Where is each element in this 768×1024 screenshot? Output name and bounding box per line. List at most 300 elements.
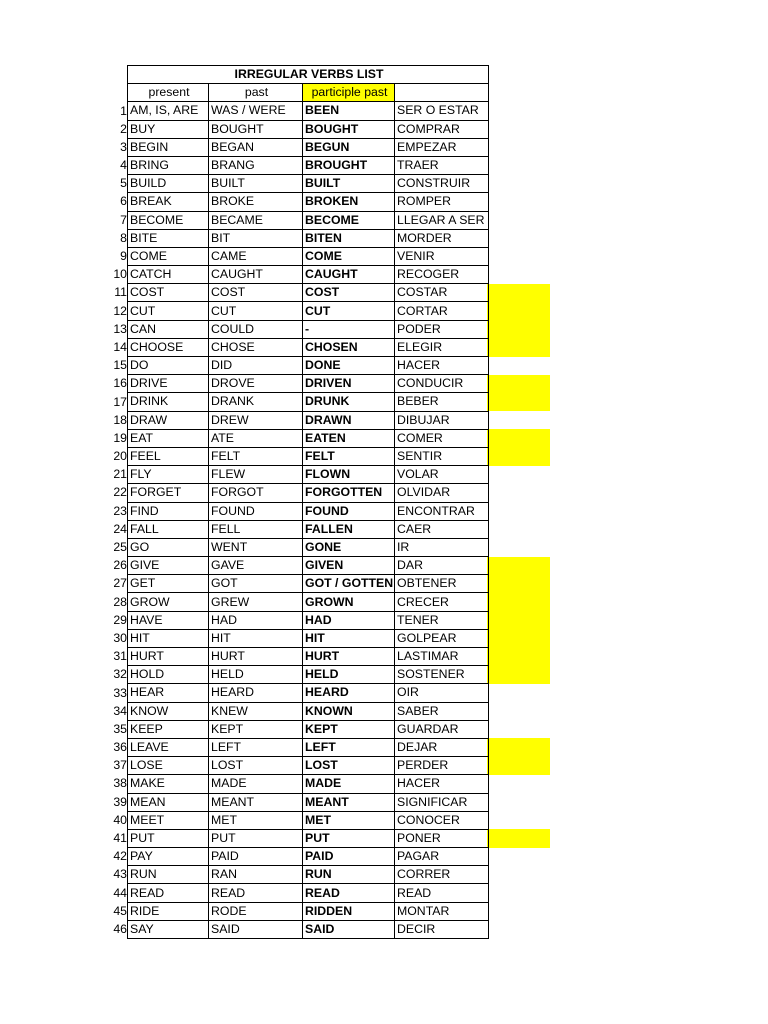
cell-past[interactable]: FELL (209, 520, 303, 538)
cell-participle[interactable]: HEARD (303, 684, 395, 702)
table-row (128, 866, 489, 884)
cell-past[interactable]: LOST (209, 757, 303, 775)
cell-participle[interactable]: DRUNK (303, 393, 395, 411)
cell-spanish[interactable]: COSTAR (395, 284, 489, 302)
cell-participle[interactable]: HIT (303, 629, 395, 647)
cell-spanish[interactable]: HACER (395, 357, 489, 375)
table-row (128, 611, 489, 629)
cell-participle[interactable]: COME (303, 247, 395, 265)
cell-present[interactable]: KNOW (128, 702, 209, 720)
cell-participle[interactable]: CUT (303, 302, 395, 320)
table-row (128, 557, 489, 575)
cell-present[interactable]: FALL (128, 520, 209, 538)
cell-present[interactable]: COST (128, 284, 209, 302)
cell-spanish[interactable]: SABER (395, 702, 489, 720)
row-number: 5 (120, 176, 127, 191)
cell-past[interactable]: KEPT (209, 720, 303, 738)
table-row (128, 302, 489, 320)
table-row (128, 338, 489, 356)
table-row (128, 138, 489, 156)
highlight-cell (487, 320, 550, 338)
cell-present[interactable]: FLY (128, 466, 209, 484)
row-number: 8 (120, 230, 127, 245)
header-row (128, 84, 489, 102)
cell-spanish[interactable]: LLEGAR A SER (395, 211, 489, 229)
cell-participle[interactable]: BROUGHT (303, 156, 395, 174)
cell-spanish[interactable]: MORDER (395, 229, 489, 247)
row-numbers (88, 102, 127, 939)
cell-past[interactable]: HURT (209, 648, 303, 666)
row-number: 13 (113, 321, 127, 336)
table-row (128, 775, 489, 793)
row-number: 14 (113, 339, 127, 354)
cell-spanish[interactable]: TRAER (395, 156, 489, 174)
cell-spanish[interactable]: OIR (395, 684, 489, 702)
cell-present[interactable]: CATCH (128, 266, 209, 284)
cell-present[interactable]: RIDE (128, 902, 209, 920)
highlight-cell (487, 429, 550, 447)
cell-past[interactable]: BUILT (209, 175, 303, 193)
cell-present[interactable]: DRAW (128, 411, 209, 429)
cell-spanish[interactable]: OLVIDAR (395, 484, 489, 502)
cell-past[interactable]: GOT (209, 575, 303, 593)
cell-present[interactable]: BRING (128, 156, 209, 174)
cell-participle[interactable]: BITEN (303, 229, 395, 247)
table-row (128, 156, 489, 174)
cell-present[interactable]: FORGET (128, 484, 209, 502)
cell-present[interactable]: BECOME (128, 211, 209, 229)
cell-past[interactable]: PAID (209, 848, 303, 866)
row-number: 41 (113, 831, 127, 845)
cell-spanish[interactable]: PERDER (395, 757, 489, 775)
row-number: 35 (113, 721, 127, 736)
cell-spanish[interactable]: CONOCER (395, 811, 489, 829)
cell-participle[interactable]: BEGUN (303, 138, 395, 156)
cell-present[interactable]: HURT (128, 648, 209, 666)
title-row (128, 66, 489, 84)
table-row (128, 466, 489, 484)
cell-spanish[interactable]: COMER (395, 429, 489, 447)
table-title[interactable]: IRREGULAR VERBS LIST (128, 66, 489, 84)
cell-present[interactable]: AM, IS, ARE (128, 102, 209, 120)
cell-past[interactable]: KNEW (209, 702, 303, 720)
cell-spanish[interactable]: CRECER (395, 593, 489, 611)
cell-participle[interactable]: RUN (303, 866, 395, 884)
highlight-cell (487, 648, 550, 666)
cell-past[interactable]: LEFT (209, 738, 303, 756)
cell-present[interactable]: BEGIN (128, 138, 209, 156)
row-number: 34 (113, 703, 127, 718)
cell-spanish[interactable]: IR (395, 538, 489, 556)
row-number: 20 (113, 449, 127, 464)
row-number: 32 (113, 667, 127, 682)
highlight-cell (487, 611, 550, 629)
row-number: 23 (113, 503, 127, 518)
row-number: 2 (120, 121, 127, 136)
table-row (128, 757, 489, 775)
cell-participle[interactable]: BEEN (303, 102, 395, 120)
cell-past[interactable]: HEARD (209, 684, 303, 702)
table-row (128, 284, 489, 302)
table-row (128, 502, 489, 520)
cell-spanish[interactable]: CONSTRUIR (395, 175, 489, 193)
cell-spanish[interactable]: GUARDAR (395, 720, 489, 738)
cell-past[interactable]: MADE (209, 775, 303, 793)
cell-participle[interactable]: KNOWN (303, 702, 395, 720)
table-row (128, 193, 489, 211)
cell-participle[interactable]: PUT (303, 829, 395, 847)
row-number: 27 (113, 576, 127, 591)
header-past[interactable]: past (209, 84, 303, 102)
row-number: 26 (113, 558, 127, 573)
table-row (128, 648, 489, 666)
cell-participle[interactable]: PAID (303, 848, 395, 866)
cell-present[interactable]: DRINK (128, 393, 209, 411)
cell-participle[interactable]: MADE (303, 775, 395, 793)
highlight-cell (487, 738, 550, 756)
cell-spanish[interactable]: DEJAR (395, 738, 489, 756)
row-number: 4 (120, 158, 127, 173)
cell-participle[interactable]: SAID (303, 920, 395, 938)
table-row (128, 266, 489, 284)
verb-rows (128, 102, 489, 939)
table-row (128, 375, 489, 393)
row-number: 30 (113, 630, 127, 645)
table-row (128, 520, 489, 538)
cell-spanish[interactable]: VENIR (395, 247, 489, 265)
row-number: 18 (113, 412, 127, 427)
cell-participle[interactable]: GIVEN (303, 557, 395, 575)
row-number: 15 (113, 358, 127, 373)
row-number: 19 (113, 430, 127, 445)
row-number: 33 (113, 685, 127, 700)
cell-participle[interactable]: GONE (303, 538, 395, 556)
cell-present[interactable]: SAY (128, 920, 209, 938)
cell-present[interactable]: GROW (128, 593, 209, 611)
cell-present[interactable]: PAY (128, 848, 209, 866)
cell-present[interactable]: BUILD (128, 175, 209, 193)
cell-spanish[interactable]: LASTIMAR (395, 648, 489, 666)
cell-participle[interactable]: DONE (303, 357, 395, 375)
cell-participle[interactable]: FELT (303, 447, 395, 465)
cell-spanish[interactable]: SIGNIFICAR (395, 793, 489, 811)
cell-past[interactable]: WAS / WERE (209, 102, 303, 120)
cell-spanish[interactable]: TENER (395, 611, 489, 629)
irregular-verbs-table (127, 65, 489, 939)
table-row (128, 120, 489, 138)
cell-spanish[interactable]: DIBUJAR (395, 411, 489, 429)
table-row (128, 793, 489, 811)
cell-spanish[interactable]: VOLAR (395, 466, 489, 484)
cell-participle[interactable]: LEFT (303, 738, 395, 756)
row-number: 9 (120, 249, 127, 263)
table-row (128, 411, 489, 429)
cell-past[interactable]: ATE (209, 429, 303, 447)
cell-past[interactable]: BRANG (209, 156, 303, 174)
table-row (128, 247, 489, 265)
cell-past[interactable]: CHOSE (209, 338, 303, 356)
cell-spanish[interactable]: READ (395, 884, 489, 902)
row-number: 24 (113, 521, 127, 536)
table-row (128, 484, 489, 502)
cell-present[interactable]: DRIVE (128, 375, 209, 393)
table-row (128, 684, 489, 702)
cell-present[interactable]: BUY (128, 120, 209, 138)
cell-present[interactable]: READ (128, 884, 209, 902)
cell-participle[interactable]: BECOME (303, 211, 395, 229)
row-number: 25 (113, 540, 127, 554)
cell-present[interactable]: BREAK (128, 193, 209, 211)
cell-past[interactable]: DRANK (209, 393, 303, 411)
cell-present[interactable]: CUT (128, 302, 209, 320)
cell-present[interactable]: KEEP (128, 720, 209, 738)
row-number: 29 (113, 612, 127, 627)
cell-spanish[interactable]: DECIR (395, 920, 489, 938)
cell-spanish[interactable]: MONTAR (395, 902, 489, 920)
cell-present[interactable]: EAT (128, 429, 209, 447)
table-row (128, 211, 489, 229)
cell-past[interactable]: COST (209, 284, 303, 302)
cell-present[interactable]: DO (128, 357, 209, 375)
row-number: 3 (120, 139, 127, 154)
cell-participle[interactable]: HAD (303, 611, 395, 629)
cell-past[interactable]: BECAME (209, 211, 303, 229)
cell-participle[interactable]: HELD (303, 666, 395, 684)
cell-past[interactable]: DROVE (209, 375, 303, 393)
table-row (128, 848, 489, 866)
header-spanish[interactable] (395, 84, 489, 102)
cell-past[interactable]: RAN (209, 866, 303, 884)
table-row (128, 829, 489, 847)
row-number: 28 (113, 594, 127, 609)
cell-participle[interactable]: BUILT (303, 175, 395, 193)
cell-spanish[interactable]: PAGAR (395, 848, 489, 866)
cell-spanish[interactable]: COMPRAR (395, 120, 489, 138)
table-row (128, 884, 489, 902)
cell-present[interactable]: FIND (128, 502, 209, 520)
row-number: 36 (113, 740, 127, 755)
table-row (128, 175, 489, 193)
row-number: 1 (120, 103, 127, 118)
cell-participle[interactable]: RIDDEN (303, 902, 395, 920)
cell-past[interactable]: HELD (209, 666, 303, 684)
cell-participle[interactable]: CHOSEN (303, 338, 395, 356)
cell-present[interactable]: LOSE (128, 757, 209, 775)
cell-present[interactable]: HOLD (128, 666, 209, 684)
row-number: 12 (113, 303, 127, 318)
highlight-cell (487, 338, 550, 356)
cell-present[interactable]: GIVE (128, 557, 209, 575)
row-number: 42 (113, 849, 127, 864)
cell-past[interactable]: HAD (209, 611, 303, 629)
cell-past[interactable]: CAUGHT (209, 266, 303, 284)
highlight-cell (487, 302, 550, 320)
cell-past[interactable]: FLEW (209, 466, 303, 484)
cell-spanish[interactable]: RECOGER (395, 266, 489, 284)
cell-past[interactable]: MET (209, 811, 303, 829)
highlight-cell (487, 393, 550, 411)
cell-participle[interactable]: DRIVEN (303, 375, 395, 393)
cell-spanish[interactable]: GOLPEAR (395, 629, 489, 647)
table-row (128, 102, 489, 120)
cell-past[interactable]: FELT (209, 447, 303, 465)
cell-past[interactable]: READ (209, 884, 303, 902)
cell-present[interactable]: HEAR (128, 684, 209, 702)
cell-spanish[interactable]: SENTIR (395, 447, 489, 465)
cell-past[interactable]: FOUND (209, 502, 303, 520)
row-number: 10 (113, 267, 127, 282)
cell-participle[interactable]: HURT (303, 648, 395, 666)
cell-past[interactable]: WENT (209, 538, 303, 556)
cell-participle[interactable]: FORGOTTEN (303, 484, 395, 502)
cell-past[interactable]: GREW (209, 593, 303, 611)
table-row (128, 902, 489, 920)
cell-participle[interactable]: READ (303, 884, 395, 902)
cell-spanish[interactable]: HACER (395, 775, 489, 793)
cell-past[interactable]: PUT (209, 829, 303, 847)
cell-spanish[interactable]: OBTENER (395, 575, 489, 593)
highlight-cell (487, 629, 550, 647)
cell-present[interactable]: FEEL (128, 447, 209, 465)
row-number: 6 (120, 194, 127, 209)
cell-spanish[interactable]: CORTAR (395, 302, 489, 320)
cell-past[interactable]: HIT (209, 629, 303, 647)
header-participle[interactable]: participle past (303, 84, 395, 102)
cell-past[interactable]: BEGAN (209, 138, 303, 156)
cell-spanish[interactable]: CAER (395, 520, 489, 538)
cell-spanish[interactable]: SER O ESTAR (395, 102, 489, 120)
cell-past[interactable]: CAME (209, 247, 303, 265)
cell-participle[interactable]: COST (303, 284, 395, 302)
cell-participle[interactable]: MET (303, 811, 395, 829)
table-row (128, 593, 489, 611)
highlight-cell (487, 829, 550, 847)
row-number: 43 (113, 867, 127, 882)
cell-past[interactable]: BROKE (209, 193, 303, 211)
row-number: 21 (113, 467, 127, 482)
cell-spanish[interactable]: ENCONTRAR (395, 502, 489, 520)
cell-past[interactable]: RODE (209, 902, 303, 920)
cell-present[interactable]: HIT (128, 629, 209, 647)
cell-spanish[interactable]: ELEGIR (395, 338, 489, 356)
table-row (128, 702, 489, 720)
highlight-cell (487, 666, 550, 684)
header-present[interactable]: present (128, 84, 209, 102)
row-number: 31 (113, 649, 127, 664)
highlight-cell (487, 557, 550, 575)
table-row (128, 538, 489, 556)
cell-present[interactable]: MEET (128, 811, 209, 829)
cell-participle[interactable]: FOUND (303, 502, 395, 520)
cell-participle[interactable]: GOT / GOTTEN (303, 575, 395, 593)
cell-present[interactable]: LEAVE (128, 738, 209, 756)
highlight-cell (487, 284, 550, 302)
table-row (128, 320, 489, 338)
table-row (128, 357, 489, 375)
cell-past[interactable]: FORGOT (209, 484, 303, 502)
cell-participle[interactable]: LOST (303, 757, 395, 775)
table-row (128, 811, 489, 829)
cell-past[interactable]: MEANT (209, 793, 303, 811)
cell-past[interactable]: SAID (209, 920, 303, 938)
cell-participle[interactable]: FLOWN (303, 466, 395, 484)
cell-participle[interactable]: BROKEN (303, 193, 395, 211)
cell-present[interactable]: CHOOSE (128, 338, 209, 356)
cell-present[interactable]: GET (128, 575, 209, 593)
cell-participle[interactable]: DRAWN (303, 411, 395, 429)
cell-past[interactable]: BIT (209, 229, 303, 247)
row-number: 40 (113, 812, 127, 827)
cell-participle[interactable]: - (303, 320, 395, 338)
cell-present[interactable]: BITE (128, 229, 209, 247)
row-number: 39 (113, 794, 127, 809)
cell-participle[interactable]: KEPT (303, 720, 395, 738)
row-number: 11 (114, 285, 127, 300)
table-row (128, 738, 489, 756)
cell-spanish[interactable]: PODER (395, 320, 489, 338)
row-number: 22 (113, 485, 127, 500)
cell-participle[interactable]: CAUGHT (303, 266, 395, 284)
row-number: 7 (120, 212, 127, 227)
table-row (128, 575, 489, 593)
row-number: 37 (113, 758, 127, 773)
cell-spanish[interactable]: SOSTENER (395, 666, 489, 684)
cell-present[interactable]: CAN (128, 320, 209, 338)
cell-spanish[interactable]: ROMPER (395, 193, 489, 211)
cell-spanish[interactable]: PONER (395, 829, 489, 847)
cell-participle[interactable]: EATEN (303, 429, 395, 447)
cell-spanish[interactable]: EMPEZAR (395, 138, 489, 156)
cell-present[interactable]: MEAN (128, 793, 209, 811)
cell-present[interactable]: RUN (128, 866, 209, 884)
row-number: 46 (113, 921, 127, 936)
table-row (128, 229, 489, 247)
cell-past[interactable]: CUT (209, 302, 303, 320)
cell-present[interactable]: PUT (128, 829, 209, 847)
cell-participle[interactable]: GROWN (303, 593, 395, 611)
cell-spanish[interactable]: CONDUCIR (395, 375, 489, 393)
cell-participle[interactable]: BOUGHT (303, 120, 395, 138)
highlight-cell (487, 375, 550, 393)
table-row (128, 629, 489, 647)
table-row (128, 920, 489, 938)
row-number: 45 (113, 903, 127, 918)
row-number: 17 (113, 394, 127, 409)
cell-participle[interactable]: FALLEN (303, 520, 395, 538)
row-number: 44 (113, 885, 127, 900)
cell-spanish[interactable]: BEBER (395, 393, 489, 411)
cell-participle[interactable]: MEANT (303, 793, 395, 811)
table-row (128, 720, 489, 738)
row-number: 16 (113, 376, 127, 391)
cell-past[interactable]: COULD (209, 320, 303, 338)
cell-past[interactable]: DID (209, 357, 303, 375)
cell-present[interactable]: GO (128, 538, 209, 556)
cell-past[interactable]: DREW (209, 411, 303, 429)
table-row (128, 666, 489, 684)
cell-present[interactable]: HAVE (128, 611, 209, 629)
cell-present[interactable]: MAKE (128, 775, 209, 793)
cell-past[interactable]: BOUGHT (209, 120, 303, 138)
highlight-cell (487, 757, 550, 775)
row-number: 38 (113, 776, 127, 791)
cell-present[interactable]: COME (128, 247, 209, 265)
table-row (128, 393, 489, 411)
highlight-cell (487, 593, 550, 611)
cell-spanish[interactable]: CORRER (395, 866, 489, 884)
cell-past[interactable]: GAVE (209, 557, 303, 575)
cell-spanish[interactable]: DAR (395, 557, 489, 575)
